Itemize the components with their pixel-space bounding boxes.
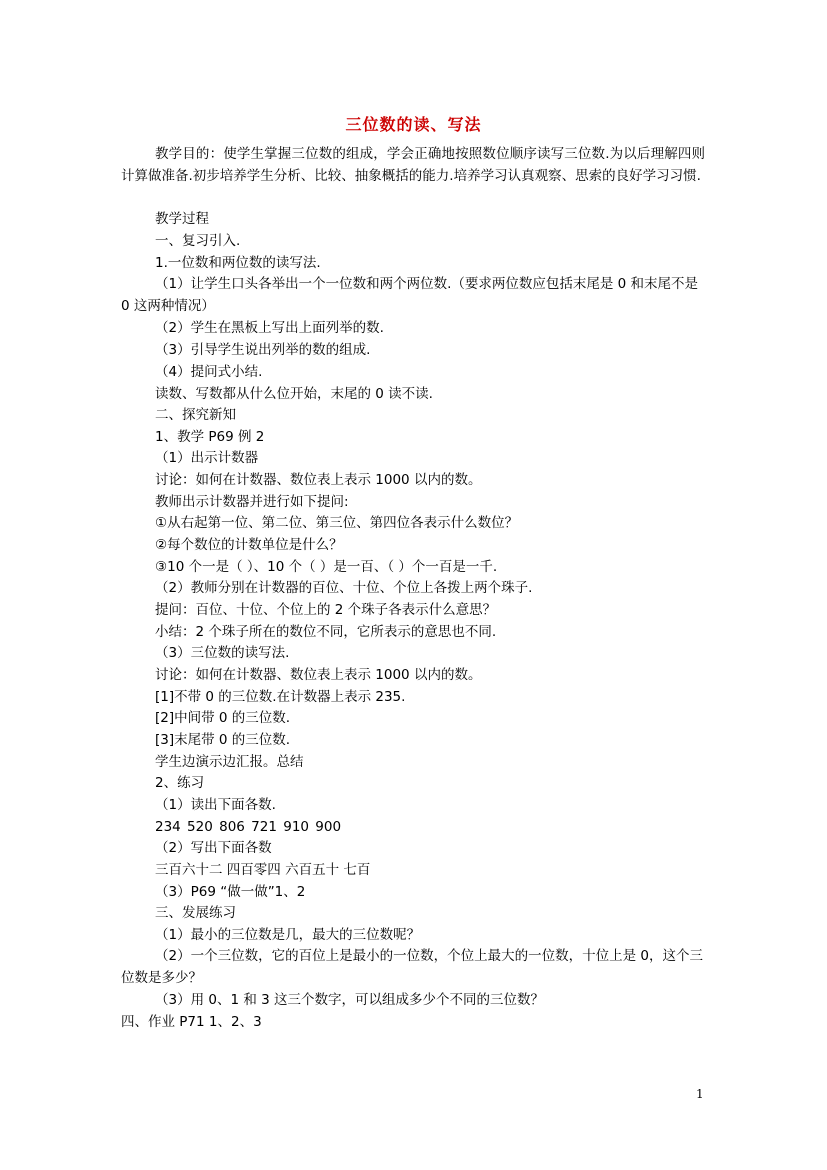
question-3: ③10 个一是（ ）、10 个（ ）是一百、（ ）个一百是一千.	[155, 559, 498, 575]
item-2-1-b: （2）教师分别在计数器的百位、十位、个位上各拨上两个珠子.	[155, 580, 533, 596]
document-title: 三位数的读、写法	[345, 115, 482, 134]
teaching-objective-paragraph: 教学目的：使学生掌握三位数的组成，学会正确地按照数位顺序读写三位数.为以后理解四则计算做准备.初步培养学生分析、比较、抽象概括的能力.培养学习认真观察、思索的良好学习习惯.	[121, 146, 705, 184]
page-number: 1	[696, 1087, 704, 1101]
exercise-3: （3）P69 “做一做”1、2	[155, 884, 306, 900]
discussion-2: 讨论：如何在计数器、数位表上表示 1000 以内的数。	[155, 667, 482, 683]
question-1: ①从右起第一位、第二位、第三位、第四位各表示什么数位？	[155, 515, 519, 531]
question-2: ②每个数位的计数单位是什么？	[155, 537, 343, 553]
development-3: （3）用 0、1 和 3 这三个数字，可以组成多少个不同的三位数？	[155, 992, 545, 1008]
process-heading: 教学过程	[155, 211, 209, 227]
ask-line: 提问：百位、十位、个位上的 2 个珠子各表示什么意思？	[155, 602, 497, 618]
item-1-1-c: （3）引导学生说出列举的数的组成.	[155, 342, 371, 358]
section-2-heading: 二、探究新知	[155, 407, 236, 423]
exercise-2: （2）写出下面各数	[155, 840, 272, 856]
exercise-2-words: 三百六十二 四百零四 六百五十 七百	[155, 862, 371, 878]
section-1-summary: 读数、写数都从什么位开始，末尾的 0 读不读.	[155, 386, 433, 402]
item-2-1-a: （1）出示计数器	[155, 450, 259, 466]
item-1-1-b: （2）学生在黑板上写出上面列举的数.	[155, 320, 384, 336]
bracket-item-2: [2]中间带 0 的三位数.	[155, 710, 291, 726]
summary-line: 小结：2 个珠子所在的数位不同，它所表示的意思也不同.	[155, 624, 497, 640]
bracket-item-1: [1]不带 0 的三位数.在计数器上表示 235.	[155, 689, 406, 705]
development-2: （2）一个三位数，它的百位上是最小的一位数，个位上最大的一位数，十位上是 0，这个三位数是多少？	[121, 948, 703, 986]
student-report: 学生边演示边汇报。总结	[155, 754, 304, 770]
item-2-2: 2、练习	[155, 775, 205, 791]
section-4-homework: 四、作业 P71 1、2、3	[121, 1014, 262, 1030]
item-1-1: 1.一位数和两位数的读写法.	[155, 255, 321, 271]
bracket-item-3: [3]末尾带 0 的三位数.	[155, 732, 291, 748]
item-1-1-a: （1）让学生口头各举出一个一位数和两个两位数.（要求两位数应包括末尾是 0 和末尾不是 0 这两种情况）	[121, 276, 699, 314]
exercise-1: （1）读出下面各数.	[155, 797, 276, 813]
item-1-1-d: （4）提问式小结.	[155, 364, 263, 380]
item-2-1: 1、教学 P69 例 2	[155, 429, 265, 445]
section-1-heading: 一、复习引入.	[155, 233, 241, 249]
item-2-1-c: （3）三位数的读写法.	[155, 645, 290, 661]
discussion-1: 讨论：如何在计数器、数位表上表示 1000 以内的数。	[155, 472, 482, 488]
section-3-heading: 三、发展练习	[155, 905, 236, 921]
exercise-1-numbers: 234 520 806 721 910 900	[155, 819, 342, 835]
development-1: （1）最小的三位数是几，最大的三位数呢？	[155, 927, 421, 943]
teacher-questions-intro: 教师出示计数器并进行如下提问:	[155, 494, 349, 510]
